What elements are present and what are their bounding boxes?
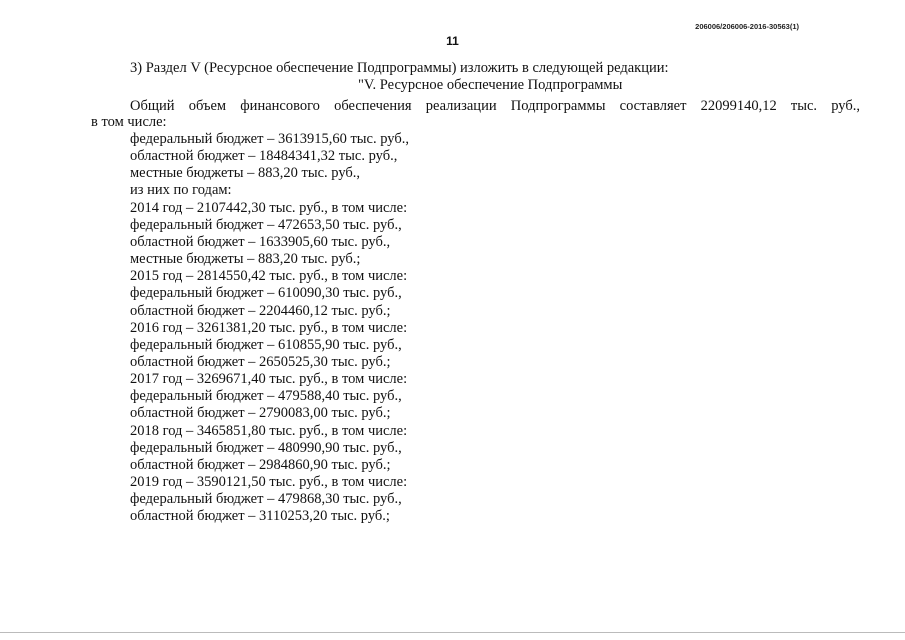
page-edge-divider [0,632,905,633]
funding-line: местные бюджеты – 883,20 тыс. руб.; [130,251,361,267]
funding-line: 2019 год – 3590121,50 тыс. руб., в том числе: [130,474,408,490]
funding-line: областной бюджет – 3110253,20 тыс. руб.; [130,508,390,525]
funding-line: местные бюджеты – 883,20 тыс. руб., [130,165,361,182]
total-line-2: в том числе: [91,114,167,130]
funding-line: областной бюджет – 2650525,30 тыс. руб.; [130,353,391,370]
section-title: "V. Ресурсное обеспечение Подпрограммы [358,77,623,93]
page-number: 11 [446,34,459,48]
funding-line: 2017 год – 3269671,40 тыс. руб., в том числе: [130,371,408,388]
section-intro: 3) Раздел V (Ресурсное обеспечение Подпрограммы) изложить в следующей редакции: [130,60,669,76]
funding-line: федеральный бюджет – 472653,50 тыс. руб., [130,216,402,233]
funding-line: 2015 год – 2814550,42 тыс. руб., в том числе: [130,268,408,285]
funding-line: федеральный бюджет – 479588,40 тыс. руб., [130,388,402,405]
funding-line: областной бюджет – 2204460,12 тыс. руб.; [130,302,391,319]
funding-line: федеральный бюджет – 479868,30 тыс. руб., [130,491,402,508]
funding-line: 2018 год – 3465851,80 тыс. руб., в том числе: [130,422,408,439]
funding-line: федеральный бюджет – 480990,90 тыс. руб., [130,439,402,456]
funding-line: 2014 год – 2107442,30 тыс. руб., в том числе: [130,199,408,216]
funding-line: 2016 год – 3261381,20 тыс. руб., в том числе: [130,319,408,336]
total-line-1: Общий объем финансового обеспечения реализации Подпрограммы составляет 22099140,12 тыс. руб., [130,98,860,114]
funding-line: областной бюджет – 1633905,60 тыс. руб., [130,233,391,250]
funding-line: областной бюджет – 18484341,32 тыс. руб., [130,148,398,165]
funding-line: областной бюджет – 2790083,00 тыс. руб.; [130,405,391,422]
document-id: 206006/206006-2016-30563(1) [695,22,799,31]
funding-line: областной бюджет – 2984860,90 тыс. руб.; [130,456,391,473]
funding-line: федеральный бюджет – 610855,90 тыс. руб., [130,336,402,353]
funding-line: из них по годам: [130,182,232,199]
funding-line: федеральный бюджет – 3613915,60 тыс. руб., [130,131,409,147]
funding-line: федеральный бюджет – 610090,30 тыс. руб., [130,285,402,302]
